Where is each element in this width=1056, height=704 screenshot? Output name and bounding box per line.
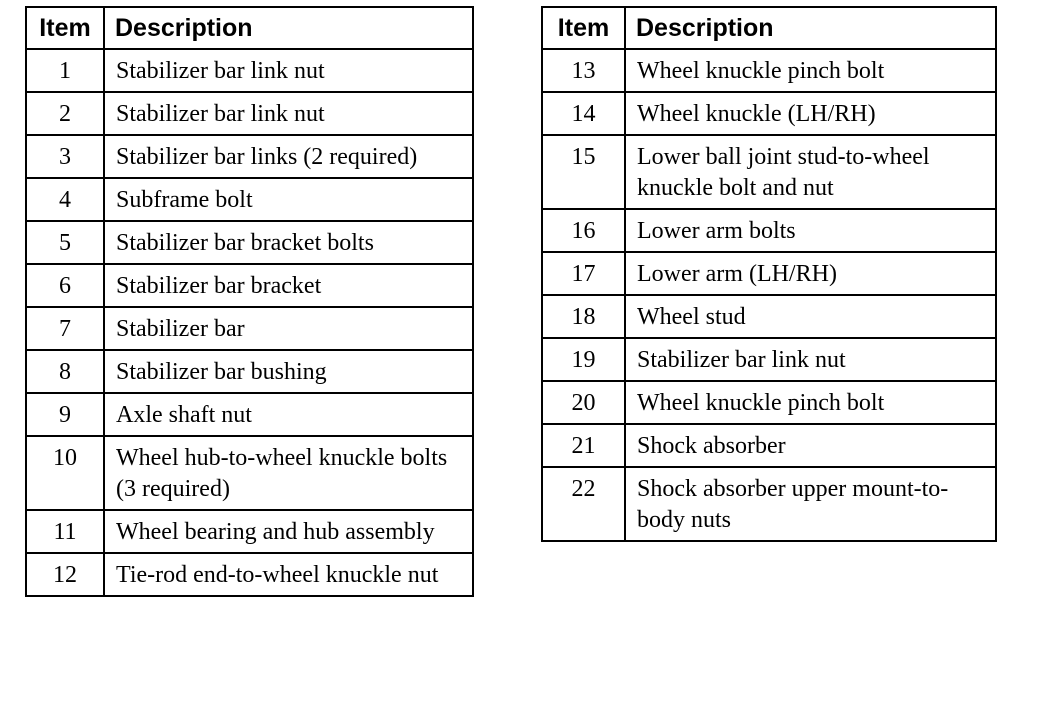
item-description: Stabilizer bar bracket bolts <box>104 221 473 264</box>
item-number: 11 <box>26 510 104 553</box>
item-description: Wheel stud <box>625 295 996 338</box>
item-description: Stabilizer bar <box>104 307 473 350</box>
table-row <box>26 393 473 436</box>
table-row <box>542 49 996 92</box>
table-row <box>542 424 996 467</box>
item-number: 14 <box>542 92 625 135</box>
table-row <box>26 49 473 92</box>
table-row <box>26 350 473 393</box>
description-column-header: Description <box>104 7 473 49</box>
table-row <box>542 381 996 424</box>
parts-table-left <box>25 6 474 597</box>
table-row <box>26 510 473 553</box>
item-column-header: Item <box>26 7 104 49</box>
table-row <box>26 553 473 596</box>
item-description: Wheel bearing and hub assembly <box>104 510 473 553</box>
item-number: 5 <box>26 221 104 264</box>
table-row <box>26 92 473 135</box>
table-row <box>26 436 473 510</box>
item-number: 10 <box>26 436 104 510</box>
header-row <box>542 7 996 49</box>
item-description: Axle shaft nut <box>104 393 473 436</box>
item-number: 18 <box>542 295 625 338</box>
item-description: Shock absorber <box>625 424 996 467</box>
item-number: 19 <box>542 338 625 381</box>
item-description: Stabilizer bar link nut <box>104 92 473 135</box>
item-number: 3 <box>26 135 104 178</box>
item-number: 22 <box>542 467 625 541</box>
item-number: 2 <box>26 92 104 135</box>
table-row <box>26 221 473 264</box>
item-number: 4 <box>26 178 104 221</box>
table-row <box>26 135 473 178</box>
item-number: 17 <box>542 252 625 295</box>
table-row <box>542 252 996 295</box>
item-number: 16 <box>542 209 625 252</box>
item-description: Lower ball joint stud-to-wheel knuckle bolt and nut <box>625 135 996 209</box>
item-column-header: Item <box>542 7 625 49</box>
item-description: Wheel knuckle pinch bolt <box>625 49 996 92</box>
description-column-header: Description <box>625 7 996 49</box>
table-row <box>542 209 996 252</box>
item-number: 9 <box>26 393 104 436</box>
table-row <box>542 338 996 381</box>
item-number: 15 <box>542 135 625 209</box>
table-row <box>26 307 473 350</box>
table-row <box>26 178 473 221</box>
header-row <box>26 7 473 49</box>
item-number: 8 <box>26 350 104 393</box>
item-number: 6 <box>26 264 104 307</box>
item-number: 12 <box>26 553 104 596</box>
item-description: Subframe bolt <box>104 178 473 221</box>
table-row <box>542 135 996 209</box>
item-number: 7 <box>26 307 104 350</box>
item-description: Shock absorber upper mount-to-body nuts <box>625 467 996 541</box>
item-number: 20 <box>542 381 625 424</box>
item-description: Lower arm bolts <box>625 209 996 252</box>
item-number: 1 <box>26 49 104 92</box>
item-description: Wheel hub-to-wheel knuckle bolts (3 required) <box>104 436 473 510</box>
item-description: Stabilizer bar bracket <box>104 264 473 307</box>
table-row <box>542 295 996 338</box>
item-description: Stabilizer bar link nut <box>104 49 473 92</box>
table-row <box>542 467 996 541</box>
parts-table-right <box>541 6 997 542</box>
item-description: Stabilizer bar bushing <box>104 350 473 393</box>
item-description: Lower arm (LH/RH) <box>625 252 996 295</box>
item-description: Stabilizer bar links (2 required) <box>104 135 473 178</box>
item-description: Tie-rod end-to-wheel knuckle nut <box>104 553 473 596</box>
item-number: 21 <box>542 424 625 467</box>
table-row <box>542 92 996 135</box>
item-description: Stabilizer bar link nut <box>625 338 996 381</box>
table-row <box>26 264 473 307</box>
item-number: 13 <box>542 49 625 92</box>
item-description: Wheel knuckle (LH/RH) <box>625 92 996 135</box>
item-description: Wheel knuckle pinch bolt <box>625 381 996 424</box>
